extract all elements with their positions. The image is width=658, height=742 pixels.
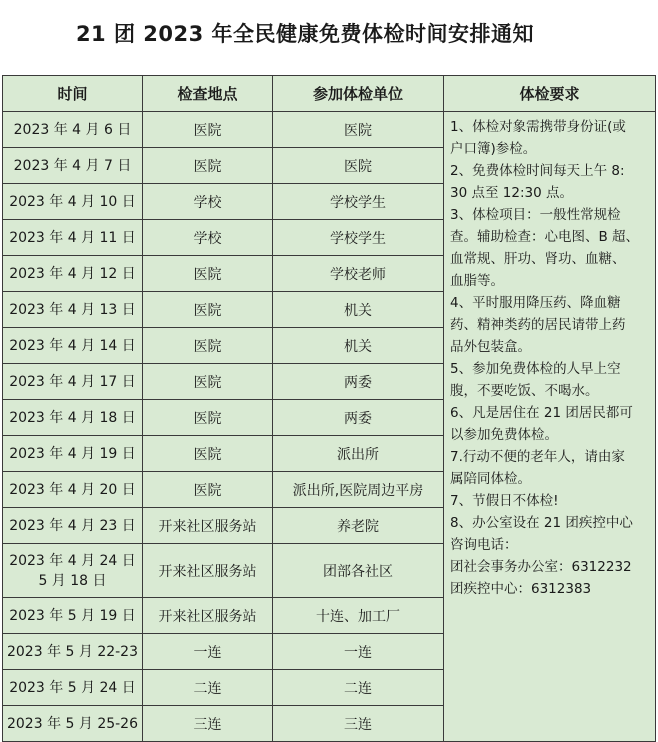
unit-cell: 一连 — [273, 634, 444, 670]
date-cell: 2023 年 4 月 10 日 — [3, 184, 143, 220]
place-cell: 医院 — [143, 400, 273, 436]
place-cell: 开来社区服务站 — [143, 544, 273, 598]
unit-cell: 医院 — [273, 148, 444, 184]
place-cell: 医院 — [143, 328, 273, 364]
unit-cell: 机关 — [273, 328, 444, 364]
unit-cell: 学校学生 — [273, 220, 444, 256]
requirement-line: 户口簿)参检。 — [450, 141, 537, 157]
requirement-line: 7.行动不便的老年人，请由家 — [450, 449, 625, 465]
requirement-line: 以参加免费体检。 — [450, 427, 558, 443]
unit-cell: 学校学生 — [273, 184, 444, 220]
date-cell: 2023 年 4 月 17 日 — [3, 364, 143, 400]
date-cell: 2023 年 5 月 25-26 — [3, 706, 143, 742]
place-cell: 医院 — [143, 256, 273, 292]
place-cell: 医院 — [143, 472, 273, 508]
requirement-line: 4、平时服用降压药、降血糖 — [450, 295, 621, 311]
place-cell: 一连 — [143, 634, 273, 670]
place-cell: 医院 — [143, 148, 273, 184]
requirement-line: 血脂等。 — [450, 273, 504, 289]
requirement-line: 7、节假日不体检! — [450, 493, 559, 509]
unit-cell: 学校老师 — [273, 256, 444, 292]
date-cell: 2023 年 4 月 11 日 — [3, 220, 143, 256]
place-cell: 医院 — [143, 292, 273, 328]
date-cell: 2023 年 4 月 19 日 — [3, 436, 143, 472]
requirement-line: 30 点至 12:30 点。 — [450, 185, 573, 201]
requirements-cell — [444, 112, 656, 742]
requirement-line: 6、凡是居住在 21 团居民都可 — [450, 405, 633, 421]
unit-cell: 派出所 — [273, 436, 444, 472]
date-cell: 2023 年 5 月 22-23 — [3, 634, 143, 670]
place-cell: 学校 — [143, 220, 273, 256]
unit-cell: 派出所,医院周边平房 — [273, 472, 444, 508]
date-cell: 2023 年 4 月 6 日 — [3, 112, 143, 148]
table-row — [3, 112, 656, 148]
requirement-line: 药、精神类药的居民请带上药 — [450, 317, 626, 333]
unit-cell: 团部各社区 — [273, 544, 444, 598]
place-cell: 医院 — [143, 364, 273, 400]
header-place: 检查地点 — [143, 76, 273, 112]
requirement-line: 5、参加免费体检的人早上空 — [450, 361, 621, 377]
unit-cell: 医院 — [273, 112, 444, 148]
place-cell: 二连 — [143, 670, 273, 706]
schedule-table — [2, 75, 656, 742]
date-cell: 2023 年 4 月 12 日 — [3, 256, 143, 292]
date-cell: 2023 年 5 月 19 日 — [3, 598, 143, 634]
requirement-line: 腹，不要吃饭、不喝水。 — [450, 383, 599, 399]
date-start: 2023 年 4 月 24 日 — [9, 552, 136, 569]
page-title: 21 团 2023 年全民健康免费体检时间安排通知 — [75, 22, 535, 46]
place-cell: 开来社区服务站 — [143, 598, 273, 634]
date-cell — [3, 544, 143, 598]
requirement-line: 2、免费体检时间每天上午 8: — [450, 163, 625, 179]
unit-cell: 养老院 — [273, 508, 444, 544]
date-cell: 2023 年 5 月 24 日 — [3, 670, 143, 706]
requirement-line: 3、体检项目：一般性常规检 — [450, 207, 621, 223]
place-cell: 三连 — [143, 706, 273, 742]
header-time: 时间 — [3, 76, 143, 112]
unit-cell: 三连 — [273, 706, 444, 742]
place-cell: 医院 — [143, 436, 273, 472]
requirement-line: 查。辅助检查：心电图、B 超、 — [450, 229, 640, 245]
date-cell: 2023 年 4 月 23 日 — [3, 508, 143, 544]
header-requirements: 体检要求 — [444, 76, 656, 112]
requirement-line: 血常规、肝功、肾功、血糖、 — [450, 251, 626, 267]
requirement-line: 团疾控中心：6312383 — [450, 581, 592, 597]
requirement-line: 8、办公室设在 21 团疾控中心 — [450, 515, 633, 531]
unit-cell: 两委 — [273, 364, 444, 400]
place-cell: 医院 — [143, 112, 273, 148]
date-cell: 2023 年 4 月 7 日 — [3, 148, 143, 184]
date-cell: 2023 年 4 月 14 日 — [3, 328, 143, 364]
date-cell: 2023 年 4 月 20 日 — [3, 472, 143, 508]
unit-cell: 机关 — [273, 292, 444, 328]
unit-cell: 二连 — [273, 670, 444, 706]
date-cell: 2023 年 4 月 13 日 — [3, 292, 143, 328]
date-end: 5 月 18 日 — [38, 572, 107, 589]
date-cell: 2023 年 4 月 18 日 — [3, 400, 143, 436]
requirement-line: 属陪同体检。 — [450, 471, 531, 487]
unit-cell: 两委 — [273, 400, 444, 436]
place-cell: 学校 — [143, 184, 273, 220]
unit-cell: 十连、加工厂 — [273, 598, 444, 634]
place-cell: 开来社区服务站 — [143, 508, 273, 544]
header-row — [3, 76, 656, 112]
header-unit: 参加体检单位 — [273, 76, 444, 112]
requirement-line: 1、体检对象需携带身份证(或 — [450, 119, 626, 135]
requirement-line: 咨询电话： — [450, 537, 518, 553]
requirement-line: 品外包装盒。 — [450, 339, 531, 355]
requirement-line: 团社会事务办公室：6312232 — [450, 559, 632, 575]
